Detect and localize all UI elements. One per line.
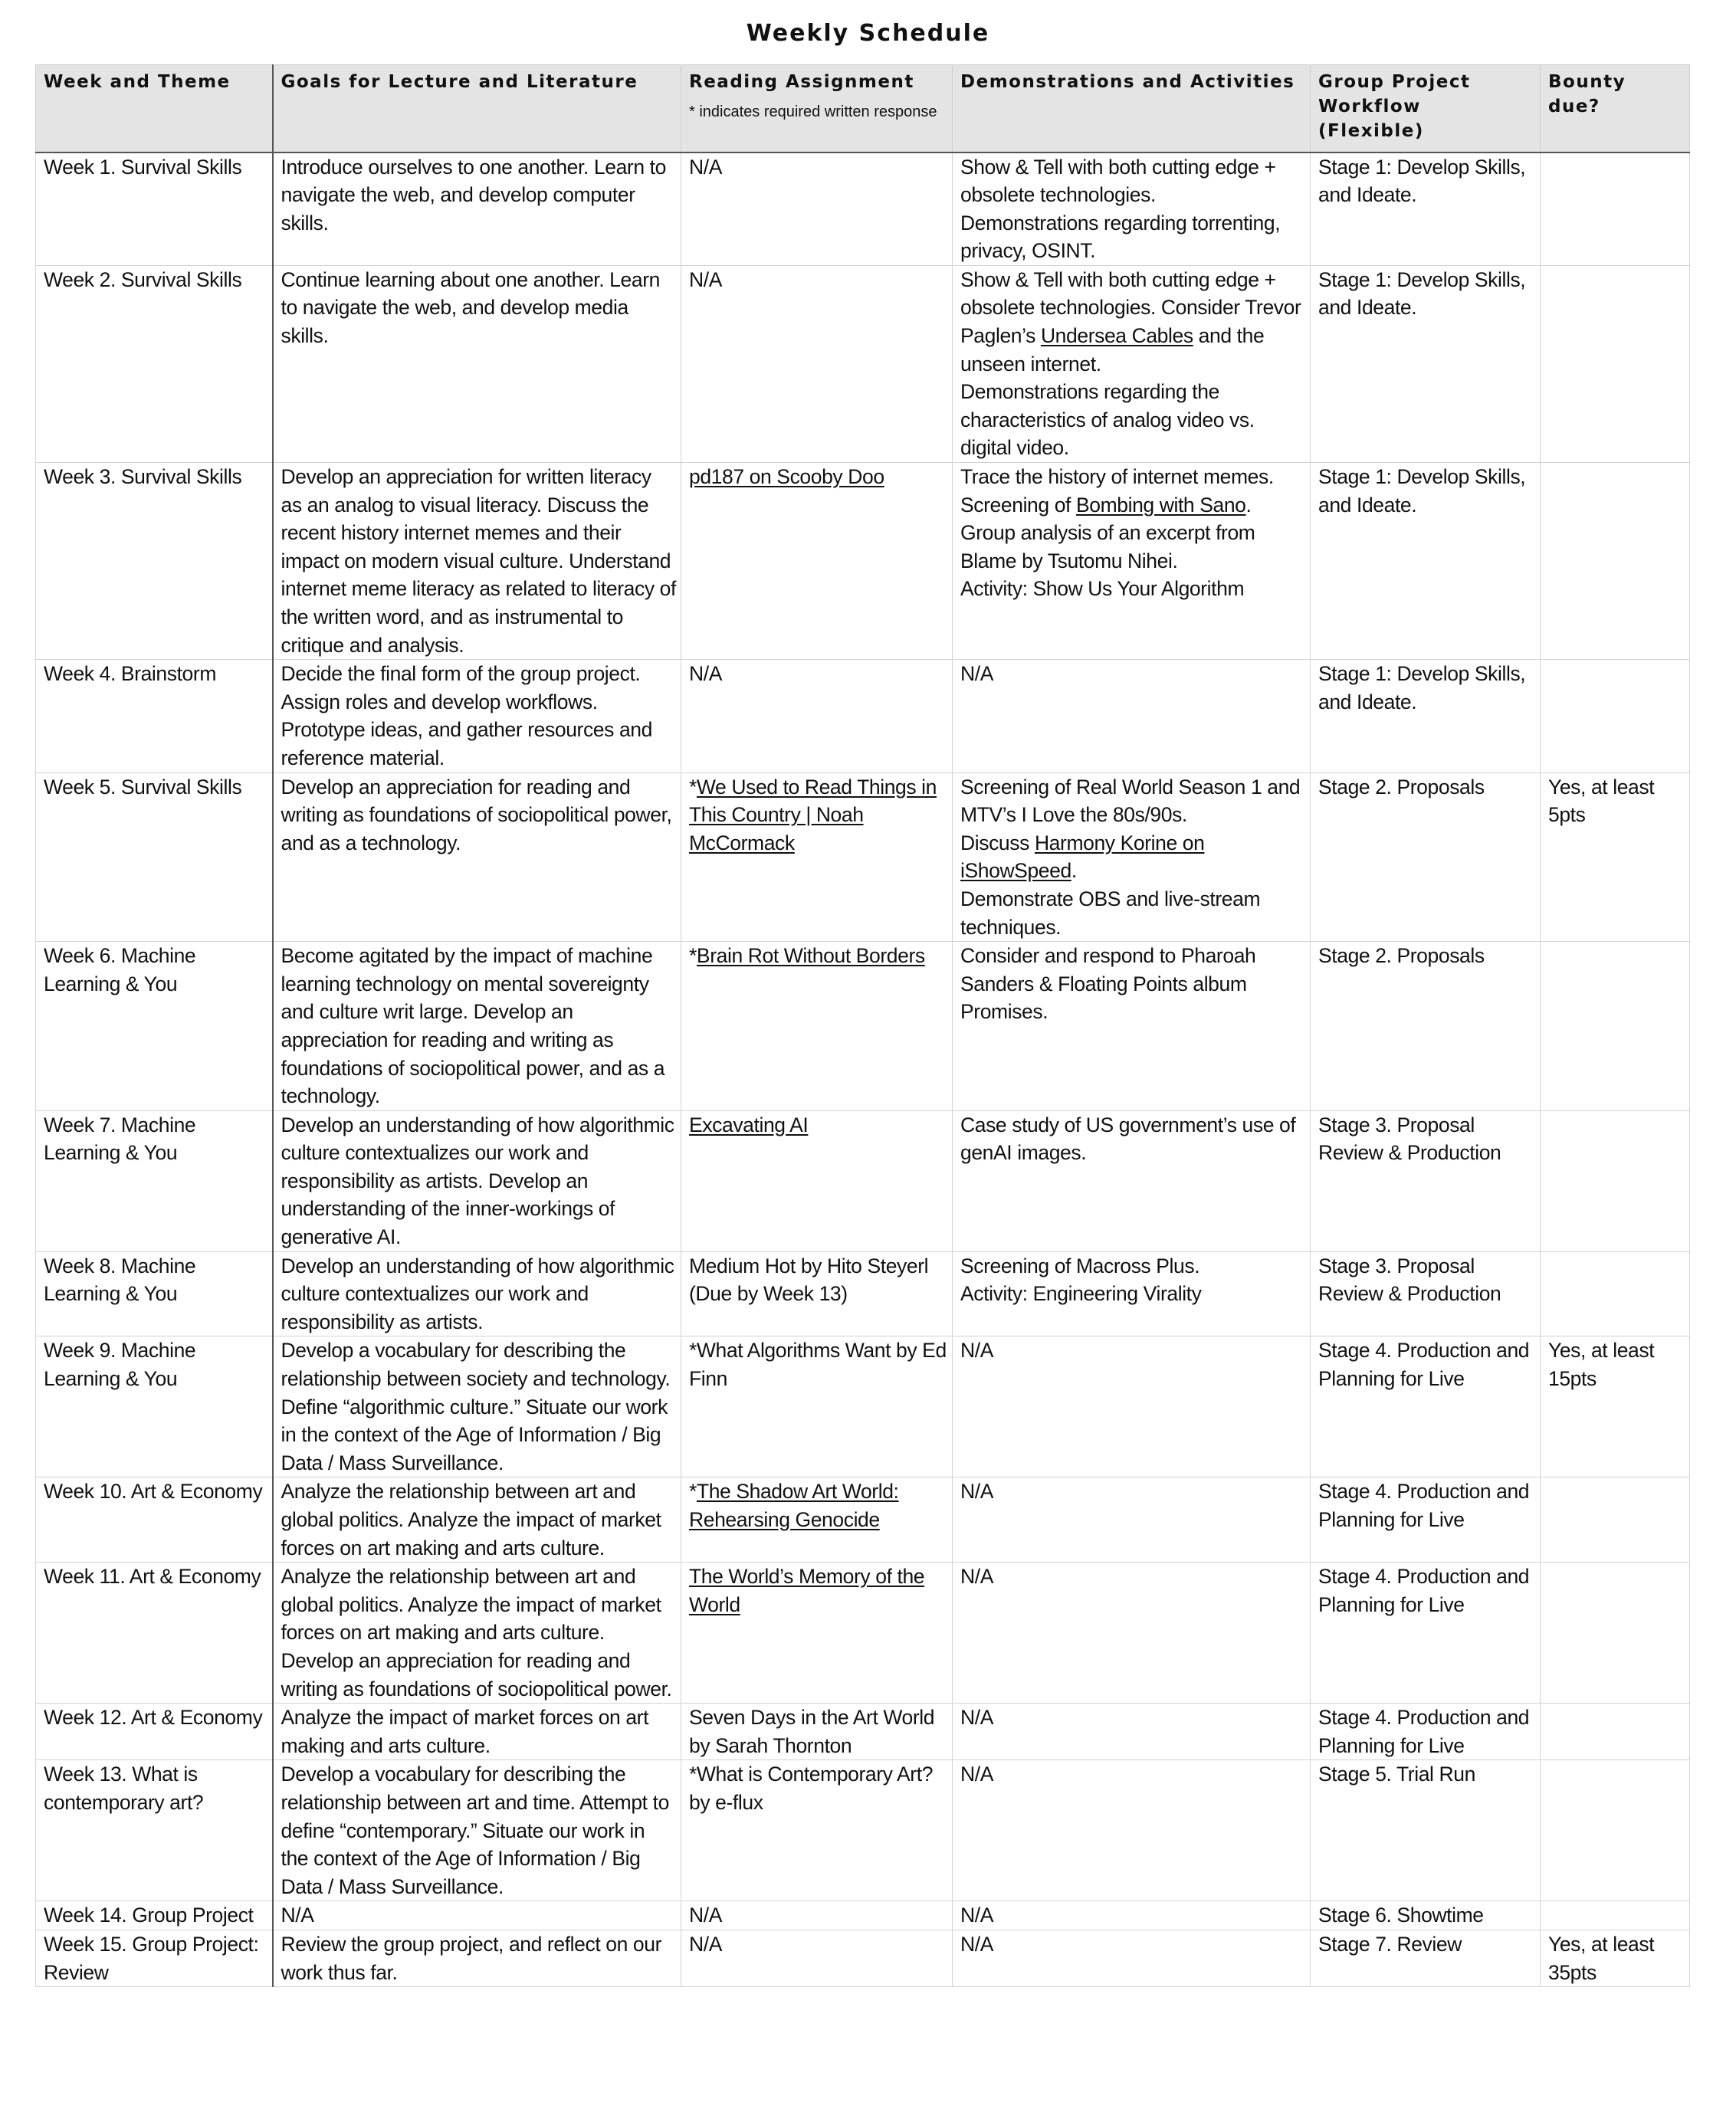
reading-link[interactable]: The Shadow Art World: Rehearsing Genocide — [689, 1480, 899, 1531]
demo-line: Demonstrations regarding torrenting, privacy, OSINT. — [960, 211, 1281, 263]
table-row — [36, 463, 1690, 660]
reading-link[interactable]: Harmony Korine on iShowSpeed — [960, 831, 1205, 883]
week-cell: Week 7. Machine Learning & You — [36, 1110, 273, 1251]
bounty-cell: Yes, at least 5pts — [1541, 772, 1690, 942]
week-cell: Week 9. Machine Learning & You — [36, 1336, 273, 1477]
week-cell: Week 15. Group Project: Review — [36, 1930, 273, 1986]
table-row — [36, 1336, 1690, 1477]
demos-cell — [953, 660, 1311, 772]
reading-cell: *What Algorithms Want by Ed Finn — [681, 1336, 953, 1477]
demos-cell — [953, 772, 1311, 942]
reading-cell — [681, 1110, 953, 1251]
table-row — [36, 1901, 1690, 1930]
reading-cell — [681, 463, 953, 660]
goals-cell: Decide the final form of the group project. Assign roles and develop workflows. Prototype ideas, and gather resources and reference material. — [273, 660, 681, 772]
header-goals: Goals for Lecture and Literature — [273, 65, 681, 152]
reading-link[interactable]: Excavating AI — [689, 1113, 809, 1136]
goals-cell: Develop an understanding of how algorithmic culture contextualizes our work and responsibility as artists. Develop an understanding of the inner-workings of generative AI. — [273, 1110, 681, 1251]
reading-link[interactable]: Brain Rot Without Borders — [696, 944, 925, 968]
workflow-cell: Stage 6. Showtime — [1311, 1901, 1541, 1930]
week-cell: Week 10. Art & Economy — [36, 1477, 273, 1563]
demo-line: N/A — [960, 1565, 993, 1589]
table-row — [36, 152, 1690, 266]
goals-cell: N/A — [273, 1901, 681, 1930]
workflow-cell: Stage 1: Develop Skills, and Ideate. — [1311, 265, 1541, 462]
table-body — [36, 152, 1690, 1987]
week-cell: Week 1. Survival Skills — [36, 152, 273, 266]
bounty-cell — [1541, 1901, 1690, 1930]
workflow-cell: Stage 3. Proposal Review & Production — [1311, 1110, 1541, 1251]
workflow-cell: Stage 2. Proposals — [1311, 942, 1541, 1111]
table-row — [36, 660, 1690, 772]
reading-cell: *The Shadow Art World: Rehearsing Genocide — [681, 1477, 953, 1563]
goals-cell: Introduce ourselves to one another. Learn to navigate the web, and develop computer skills. — [273, 152, 681, 266]
bounty-cell: Yes, at least 15pts — [1541, 1336, 1690, 1477]
demos-cell — [953, 265, 1311, 462]
reading-cell: *Brain Rot Without Borders — [681, 942, 953, 1111]
reading-cell: *What is Contemporary Art? by e-flux — [681, 1760, 953, 1901]
reading-link[interactable]: Bombing with Sano — [1075, 493, 1246, 517]
workflow-cell: Stage 4. Production and Planning for Live — [1311, 1563, 1541, 1704]
goals-cell: Develop an understanding of how algorithmic culture contextualizes our work and responsibility as artists. — [273, 1251, 681, 1336]
demo-line: N/A — [960, 1480, 993, 1504]
bounty-cell — [1541, 1704, 1690, 1760]
week-cell: Week 4. Brainstorm — [36, 660, 273, 772]
demo-line: N/A — [960, 1763, 993, 1786]
goals-cell: Analyze the relationship between art and global politics. Analyze the impact of market forces on art making and arts culture. — [273, 1477, 681, 1563]
demo-line: Discuss Harmony Korine on iShowSpeed. — [960, 831, 1205, 883]
reading-cell: N/A — [681, 1901, 953, 1930]
reading-link[interactable]: We Used to Read Things in This Country | Noah McCormack — [689, 775, 937, 854]
table-row — [36, 772, 1690, 942]
demo-line: Screening of Bombing with Sano. — [960, 493, 1252, 517]
demo-line: Screening of Macross Plus. — [960, 1254, 1200, 1277]
demos-cell — [953, 1477, 1311, 1563]
reading-link[interactable]: pd187 on Scooby Doo — [689, 465, 884, 489]
demo-line: Show & Tell with both cutting edge + obsolete technologies. Consider Trevor Paglen’s Undersea Cables and the unseen internet. — [960, 267, 1301, 376]
workflow-cell: Stage 7. Review — [1311, 1930, 1541, 1986]
week-cell: Week 14. Group Project — [36, 1901, 273, 1930]
demos-cell — [953, 1336, 1311, 1477]
table-row — [36, 1477, 1690, 1563]
demos-cell — [953, 463, 1311, 660]
reading-cell — [681, 1563, 953, 1704]
workflow-cell: Stage 1: Develop Skills, and Ideate. — [1311, 660, 1541, 772]
demos-cell — [953, 152, 1311, 266]
workflow-cell: Stage 4. Production and Planning for Live — [1311, 1477, 1541, 1563]
reading-cell: *We Used to Read Things in This Country | Noah McCormack — [681, 772, 953, 942]
demo-line: Demonstrate OBS and live-stream techniques. — [960, 887, 1261, 939]
goals-cell: Review the group project, and reflect on our work thus far. — [273, 1930, 681, 1986]
header-workflow: Group Project Workflow (Flexible) — [1311, 65, 1541, 152]
demo-line: N/A — [960, 662, 993, 686]
table-row — [36, 1563, 1690, 1704]
week-cell: Week 12. Art & Economy — [36, 1704, 273, 1760]
workflow-cell: Stage 1: Develop Skills, and Ideate. — [1311, 463, 1541, 660]
week-cell: Week 2. Survival Skills — [36, 265, 273, 462]
demos-cell — [953, 1704, 1311, 1760]
goals-cell: Analyze the relationship between art and global politics. Analyze the impact of market forces on art making and arts culture. Develop an appreciation for reading and writing as foundations of sociopolitical power. — [273, 1563, 681, 1704]
goals-cell: Develop an appreciation for reading and writing as foundations of sociopolitical power, and as a technology. — [273, 772, 681, 942]
demos-cell — [953, 1563, 1311, 1704]
bounty-cell — [1541, 152, 1690, 266]
demo-line: N/A — [960, 1706, 993, 1730]
reading-cell: Seven Days in the Art World by Sarah Thornton — [681, 1704, 953, 1760]
table-row — [36, 1760, 1690, 1901]
week-cell: Week 13. What is contemporary art? — [36, 1760, 273, 1901]
table-row — [36, 1930, 1690, 1986]
demos-cell — [953, 1930, 1311, 1986]
header-demos: Demonstrations and Activities — [953, 65, 1311, 152]
week-cell: Week 3. Survival Skills — [36, 463, 273, 660]
demo-line: Trace the history of internet memes. — [960, 465, 1274, 489]
demos-cell — [953, 1760, 1311, 1901]
table-row — [36, 942, 1690, 1111]
bounty-cell — [1541, 463, 1690, 660]
bounty-cell: Yes, at least 35pts — [1541, 1930, 1690, 1986]
table-row — [36, 1704, 1690, 1760]
demo-line: N/A — [960, 1932, 993, 1956]
goals-cell: Continue learning about one another. Learn to navigate the web, and develop media skills. — [273, 265, 681, 462]
header-week: Week and Theme — [36, 65, 273, 152]
demo-line: N/A — [960, 1904, 993, 1927]
demo-line: Screening of Real World Season 1 and MTV’s I Love the 80s/90s. — [960, 775, 1301, 827]
header-bounty: Bounty due? — [1541, 65, 1690, 152]
reading-cell: N/A — [681, 1930, 953, 1986]
reading-link[interactable]: The World’s Memory of the World — [689, 1565, 925, 1616]
bounty-cell — [1541, 1477, 1690, 1563]
demos-cell — [953, 1251, 1311, 1336]
bounty-cell — [1541, 1110, 1690, 1251]
week-cell: Week 6. Machine Learning & You — [36, 942, 273, 1111]
demo-line: Case study of US government’s use of genAI images. — [960, 1113, 1296, 1165]
goals-cell: Develop an appreciation for written literacy as an analog to visual literacy. Discuss the recent history internet memes and their impact on modern visual culture. Understand internet meme literacy as related to literacy of the written word, and as instrumental to critique and analysis. — [273, 463, 681, 660]
bounty-cell — [1541, 265, 1690, 462]
workflow-cell: Stage 4. Production and Planning for Live — [1311, 1336, 1541, 1477]
reading-cell: N/A — [681, 265, 953, 462]
header-reading: Reading Assignment * indicates required written response — [681, 65, 953, 152]
table-row — [36, 1251, 1690, 1336]
bounty-cell — [1541, 1251, 1690, 1336]
table-row — [36, 265, 1690, 462]
demo-line: N/A — [960, 1339, 993, 1363]
demos-cell — [953, 942, 1311, 1111]
demo-line: Activity: Engineering Virality — [960, 1282, 1202, 1306]
reading-cell: N/A — [681, 660, 953, 772]
reading-cell: Medium Hot by Hito Steyerl (Due by Week 13) — [681, 1251, 953, 1336]
demo-line: Activity: Show Us Your Algorithm — [960, 577, 1245, 601]
table-row — [36, 1110, 1690, 1251]
workflow-cell: Stage 1: Develop Skills, and Ideate. — [1311, 152, 1541, 266]
workflow-cell: Stage 2. Proposals — [1311, 772, 1541, 942]
workflow-cell: Stage 4. Production and Planning for Live — [1311, 1704, 1541, 1760]
demos-cell — [953, 1110, 1311, 1251]
header-reading-note: * indicates required written response — [689, 103, 937, 120]
table-header-row — [36, 65, 1690, 152]
schedule-table — [35, 64, 1690, 1987]
demo-line: Consider and respond to Pharoah Sanders & Floating Points album Promises. — [960, 944, 1256, 1024]
bounty-cell — [1541, 1563, 1690, 1704]
week-cell: Week 8. Machine Learning & You — [36, 1251, 273, 1336]
goals-cell: Analyze the impact of market forces on art making and arts culture. — [273, 1704, 681, 1760]
workflow-cell: Stage 5. Trial Run — [1311, 1760, 1541, 1901]
week-cell: Week 11. Art & Economy — [36, 1563, 273, 1704]
demo-line: Show & Tell with both cutting edge + obsolete technologies. — [960, 155, 1276, 207]
bounty-cell — [1541, 942, 1690, 1111]
demo-line: Group analysis of an excerpt from Blame by Tsutomu Nihei. — [960, 521, 1255, 572]
page-title: Weekly Schedule — [746, 20, 990, 47]
goals-cell: Develop a vocabulary for describing the relationship between art and time. Attempt to define “contemporary.” Situate our work in the context of the Age of Information / Big Data / Mass Surveillance. — [273, 1760, 681, 1901]
bounty-cell — [1541, 1760, 1690, 1901]
reading-link[interactable]: Undersea Cables — [1040, 324, 1193, 348]
workflow-cell: Stage 3. Proposal Review & Production — [1311, 1251, 1541, 1336]
bounty-cell — [1541, 660, 1690, 772]
reading-cell: N/A — [681, 152, 953, 266]
demo-line: Demonstrations regarding the characteristics of analog video vs. digital video. — [960, 380, 1255, 460]
goals-cell: Develop a vocabulary for describing the relationship between society and technology. Define “algorithmic culture.” Situate our work in the context of the Age of Information / Big Data / Mass Surveillance. — [273, 1336, 681, 1477]
demos-cell — [953, 1901, 1311, 1930]
week-cell: Week 5. Survival Skills — [36, 772, 273, 942]
goals-cell: Become agitated by the impact of machine learning technology on mental sovereignty and culture writ large. Develop an appreciation for reading and writing as foundations of sociopolitical power, and as a technology. — [273, 942, 681, 1111]
